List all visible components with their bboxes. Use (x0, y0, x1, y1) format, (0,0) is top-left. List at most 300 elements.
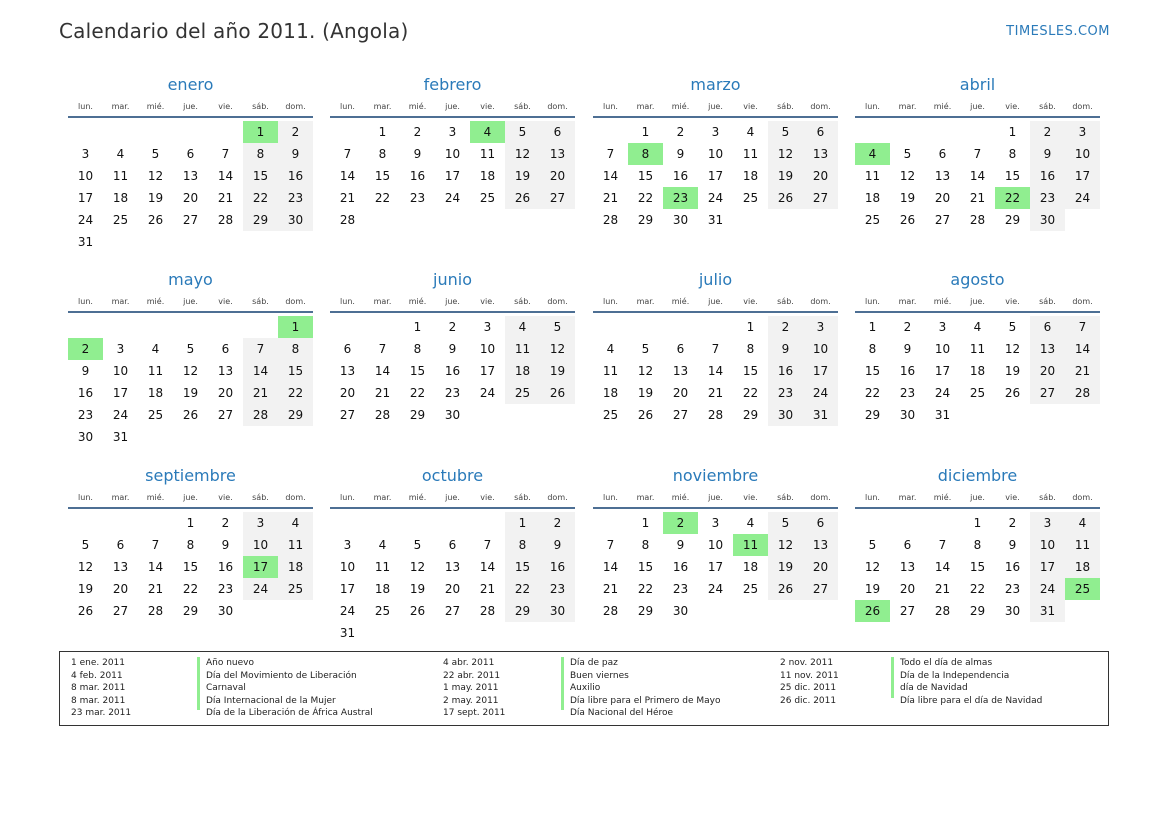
day-cell: 12 (637, 364, 654, 378)
day-cell: 31 (1030, 600, 1065, 622)
day-cell: 3 (1065, 121, 1100, 143)
month-name: julio (698, 270, 733, 289)
day-cell: 12 (540, 338, 575, 360)
day-cell: 26 (505, 187, 540, 209)
weekday-header (68, 297, 313, 309)
day-cell: 30 (768, 404, 803, 426)
day-cell: 16 (444, 364, 461, 378)
holiday-day-cell: 17 (243, 556, 278, 578)
day-cell: 26 (409, 604, 426, 618)
weekday-header (68, 102, 313, 114)
day-cell: 22 (374, 191, 391, 205)
day-cell: 16 (768, 360, 803, 382)
weekday-label: vie. (743, 102, 758, 111)
day-cell: 4 (116, 147, 125, 161)
day-cell: 4 (606, 342, 615, 356)
day-cell: 27 (112, 604, 129, 618)
weekday-label: dom. (1072, 297, 1093, 306)
month-name: junio (433, 270, 472, 289)
day-cell: 13 (803, 143, 838, 165)
day-cell: 14 (243, 360, 278, 382)
day-cell: 3 (711, 516, 720, 530)
day-cell: 8 (641, 538, 650, 552)
day-cell: 13 (339, 364, 356, 378)
holiday-day-cell: 4 (855, 143, 890, 165)
day-cell: 16 (77, 386, 94, 400)
day-cell: 25 (864, 213, 881, 227)
day-cell: 22 (243, 187, 278, 209)
day-cell: 29 (637, 213, 654, 227)
day-cell: 9 (413, 147, 422, 161)
day-cell: 30 (899, 408, 916, 422)
day-cell: 19 (77, 582, 94, 596)
day-cell: 9 (221, 538, 230, 552)
header-rule (855, 116, 1100, 118)
day-cell: 5 (151, 147, 160, 161)
day-cell: 6 (186, 147, 195, 161)
legend-holiday: Día del Movimiento de Liberación (206, 670, 357, 681)
day-cell: 27 (1030, 382, 1065, 404)
day-cell: 25 (278, 578, 313, 600)
day-cell: 15 (1004, 169, 1021, 183)
day-cell: 19 (864, 582, 881, 596)
weekday-label: lun. (865, 493, 880, 502)
header-rule (68, 311, 313, 313)
day-cell: 5 (768, 121, 803, 143)
day-cell: 11 (969, 342, 986, 356)
day-cell: 4 (746, 125, 755, 139)
day-cell: 1 (1008, 125, 1017, 139)
day-cell: 3 (243, 512, 278, 534)
day-cell: 1 (413, 320, 422, 334)
day-cell: 12 (864, 560, 881, 574)
weekday-label: sáb. (252, 297, 269, 306)
day-cell: 21 (374, 386, 391, 400)
day-cell: 14 (934, 560, 951, 574)
weekday-label: mar. (373, 297, 392, 306)
legend-holiday: Auxilio (570, 683, 601, 694)
month-name: noviembre (672, 466, 759, 485)
weekday-label: jue. (445, 297, 460, 306)
day-cell: 4 (505, 316, 540, 338)
day-cell: 27 (803, 187, 838, 209)
legend-marker (197, 657, 200, 710)
day-cell: 7 (243, 338, 278, 360)
day-cell: 8 (746, 342, 755, 356)
header-rule (855, 311, 1100, 313)
day-cell: 14 (479, 560, 496, 574)
header-rule (593, 507, 838, 509)
day-cell: 21 (243, 382, 278, 404)
day-cell: 11 (479, 147, 496, 161)
day-cell: 29 (1004, 213, 1021, 227)
legend-holiday: Año nuevo (206, 658, 255, 668)
day-cell: 1 (186, 516, 195, 530)
day-cell: 17 (77, 191, 94, 205)
day-cell: 19 (1004, 364, 1021, 378)
weekday-label: jue. (183, 297, 198, 306)
day-cell: 26 (540, 382, 575, 404)
day-cell: 16 (540, 556, 575, 578)
day-cell: 2 (1008, 516, 1017, 530)
weekday-label: lun. (865, 297, 880, 306)
day-cell: 19 (505, 165, 540, 187)
day-cell: 20 (217, 386, 234, 400)
day-cell: 28 (147, 604, 164, 618)
weekday-label: dom. (285, 297, 306, 306)
day-cell: 23 (1030, 187, 1065, 209)
day-cell: 24 (243, 578, 278, 600)
day-cell: 27 (444, 604, 461, 618)
weekday-header (330, 493, 575, 505)
day-cell: 3 (448, 125, 457, 139)
day-cell: 27 (899, 604, 916, 618)
day-cell: 22 (182, 582, 199, 596)
day-cell: 15 (243, 165, 278, 187)
weekday-label: sáb. (777, 493, 794, 502)
day-cell: 20 (540, 165, 575, 187)
weekday-label: vie. (218, 297, 233, 306)
day-cell: 6 (676, 342, 685, 356)
day-cell: 18 (505, 360, 540, 382)
day-cell: 7 (973, 147, 982, 161)
day-cell: 20 (182, 191, 199, 205)
day-cell: 18 (112, 191, 129, 205)
day-cell: 8 (973, 538, 982, 552)
weekday-label: sáb. (777, 102, 794, 111)
holiday-day-cell: 4 (470, 121, 505, 143)
day-cell: 22 (864, 386, 881, 400)
weekday-label: mar. (636, 102, 655, 111)
day-cell: 6 (448, 538, 457, 552)
day-cell: 28 (479, 604, 496, 618)
day-cell: 14 (602, 169, 619, 183)
day-cell: 2 (221, 516, 230, 530)
day-cell: 26 (637, 408, 654, 422)
weekday-label: vie. (218, 493, 233, 502)
day-cell: 26 (899, 213, 916, 227)
day-cell: 14 (1065, 338, 1100, 360)
weekday-label: mié. (933, 297, 952, 306)
weekday-label: mié. (408, 297, 427, 306)
month-name: mayo (168, 270, 213, 289)
weekday-label: vie. (480, 102, 495, 111)
day-cell: 21 (602, 191, 619, 205)
day-cell: 1 (868, 320, 877, 334)
day-cell: 13 (899, 560, 916, 574)
day-cell: 9 (278, 143, 313, 165)
day-cell: 23 (409, 191, 426, 205)
weekday-label: vie. (743, 297, 758, 306)
day-cell: 13 (112, 560, 129, 574)
weekday-header (855, 102, 1100, 114)
day-cell: 8 (243, 143, 278, 165)
day-cell: 13 (444, 560, 461, 574)
weekday-label: jue. (970, 297, 985, 306)
day-cell: 17 (1065, 165, 1100, 187)
day-cell: 20 (803, 165, 838, 187)
day-cell: 31 (803, 404, 838, 426)
day-cell: 13 (217, 364, 234, 378)
day-cell: 26 (768, 187, 803, 209)
legend-col1-dates (71, 657, 131, 720)
day-cell: 24 (803, 382, 838, 404)
day-cell: 15 (742, 364, 759, 378)
weekday-label: dom. (810, 102, 831, 111)
day-cell: 17 (1030, 556, 1065, 578)
day-cell: 9 (448, 342, 457, 356)
day-cell: 18 (742, 560, 759, 574)
day-cell: 16 (217, 560, 234, 574)
brand-link[interactable]: TIMESLES.COM (1006, 24, 1110, 39)
holiday-day-cell: 26 (855, 600, 890, 622)
day-cell: 12 (505, 143, 540, 165)
day-cell: 24 (934, 386, 951, 400)
day-cell: 25 (742, 582, 759, 596)
legend-holiday: Día Nacional del Héroe (570, 708, 674, 719)
day-cell: 19 (147, 191, 164, 205)
day-cell: 4 (151, 342, 160, 356)
legend-holiday: Día libre para el día de Navidad (900, 695, 1043, 706)
weekday-label: lun. (78, 297, 93, 306)
holiday-day-cell: 1 (278, 316, 313, 338)
day-cell: 27 (934, 213, 951, 227)
month-name: abril (959, 75, 996, 94)
day-cell: 30 (278, 209, 313, 231)
day-cell: 7 (711, 342, 720, 356)
day-cell: 30 (217, 604, 234, 618)
day-cell: 17 (803, 360, 838, 382)
day-cell: 15 (637, 560, 654, 574)
day-cell: 17 (112, 386, 129, 400)
day-cell: 12 (77, 560, 94, 574)
day-cell: 27 (182, 213, 199, 227)
day-cell: 14 (969, 169, 986, 183)
day-cell: 10 (339, 560, 356, 574)
weekday-label: sáb. (514, 297, 531, 306)
day-cell: 7 (606, 147, 615, 161)
day-cell: 15 (505, 556, 540, 578)
day-cell: 5 (868, 538, 877, 552)
day-cell: 13 (540, 143, 575, 165)
day-cell: 10 (1065, 143, 1100, 165)
day-cell: 13 (672, 364, 689, 378)
day-cell: 26 (182, 408, 199, 422)
day-cell: 2 (676, 125, 685, 139)
day-cell: 14 (602, 560, 619, 574)
legend-col1-names (206, 657, 373, 720)
day-cell: 23 (540, 578, 575, 600)
day-cell: 26 (147, 213, 164, 227)
day-cell: 3 (116, 342, 125, 356)
day-cell: 2 (768, 316, 803, 338)
weekday-label: lun. (603, 297, 618, 306)
day-cell: 3 (343, 538, 352, 552)
weekday-label: sáb. (514, 493, 531, 502)
day-cell: 30 (540, 600, 575, 622)
weekday-label: lun. (603, 102, 618, 111)
day-cell: 10 (934, 342, 951, 356)
day-cell: 4 (278, 512, 313, 534)
day-cell: 13 (803, 534, 838, 556)
day-cell: 11 (278, 534, 313, 556)
day-cell: 8 (278, 338, 313, 360)
day-cell: 12 (768, 534, 803, 556)
month-name: diciembre (937, 466, 1018, 485)
weekday-label: jue. (708, 493, 723, 502)
holiday-day-cell: 25 (1065, 578, 1100, 600)
holiday-day-cell: 1 (243, 121, 278, 143)
legend-date: 1 ene. 2011 (71, 658, 125, 668)
day-cell: 23 (1004, 582, 1021, 596)
day-cell: 12 (899, 169, 916, 183)
day-cell: 17 (339, 582, 356, 596)
holiday-day-cell: 11 (733, 534, 768, 556)
legend-holiday: Todo el día de almas (900, 658, 993, 668)
day-cell: 15 (637, 169, 654, 183)
day-cell: 9 (676, 147, 685, 161)
day-cell: 18 (278, 556, 313, 578)
day-cell: 1 (973, 516, 982, 530)
day-cell: 19 (182, 386, 199, 400)
day-cell: 7 (1065, 316, 1100, 338)
day-cell: 9 (1030, 143, 1065, 165)
day-cell: 19 (637, 386, 654, 400)
day-cell: 16 (409, 169, 426, 183)
day-cell: 31 (707, 213, 724, 227)
day-cell: 24 (444, 191, 461, 205)
weekday-label: vie. (1005, 493, 1020, 502)
weekday-label: mié. (408, 102, 427, 111)
day-cell: 28 (374, 408, 391, 422)
day-cell: 18 (742, 169, 759, 183)
day-cell: 2 (540, 512, 575, 534)
day-cell: 19 (768, 165, 803, 187)
day-cell: 24 (77, 213, 94, 227)
holiday-day-cell: 2 (68, 338, 103, 360)
day-cell: 15 (969, 560, 986, 574)
day-cell: 14 (339, 169, 356, 183)
day-cell: 22 (505, 578, 540, 600)
day-cell: 2 (278, 121, 313, 143)
day-cell: 21 (1065, 360, 1100, 382)
legend-holiday: Día de paz (570, 658, 618, 668)
day-cell: 10 (1030, 534, 1065, 556)
day-cell: 18 (1065, 556, 1100, 578)
weekday-label: jue. (970, 493, 985, 502)
day-cell: 6 (343, 342, 352, 356)
day-cell: 26 (768, 578, 803, 600)
day-cell: 29 (742, 408, 759, 422)
day-cell: 7 (606, 538, 615, 552)
day-cell: 6 (1030, 316, 1065, 338)
day-cell: 26 (77, 604, 94, 618)
day-cell: 14 (147, 560, 164, 574)
day-cell: 8 (505, 534, 540, 556)
day-cell: 25 (602, 408, 619, 422)
day-cell: 25 (505, 382, 540, 404)
day-cell: 28 (602, 604, 619, 618)
day-cell: 19 (540, 360, 575, 382)
day-cell: 14 (217, 169, 234, 183)
day-cell: 20 (899, 582, 916, 596)
weekday-header (593, 102, 838, 114)
day-cell: 30 (672, 213, 689, 227)
day-cell: 28 (1065, 382, 1100, 404)
day-cell: 17 (444, 169, 461, 183)
weekday-label: jue. (708, 297, 723, 306)
day-cell: 3 (803, 316, 838, 338)
day-cell: 3 (483, 320, 492, 334)
weekday-label: mar. (111, 493, 130, 502)
day-cell: 27 (339, 408, 356, 422)
weekday-label: dom. (285, 102, 306, 111)
day-cell: 4 (1065, 512, 1100, 534)
weekday-header (855, 493, 1100, 505)
day-cell: 25 (479, 191, 496, 205)
weekday-label: vie. (218, 102, 233, 111)
legend-holiday: Día de la Liberación de África Austral (206, 708, 373, 719)
legend-holiday: día de Navidad (900, 683, 968, 694)
legend-date: 17 sept. 2011 (443, 708, 506, 719)
day-cell: 4 (378, 538, 387, 552)
day-cell: 21 (147, 582, 164, 596)
weekday-label: lun. (340, 493, 355, 502)
day-cell: 6 (116, 538, 125, 552)
day-cell: 12 (768, 143, 803, 165)
day-cell: 28 (602, 213, 619, 227)
day-cell: 16 (672, 560, 689, 574)
day-cell: 18 (374, 582, 391, 596)
day-cell: 9 (540, 534, 575, 556)
weekday-label: mié. (408, 493, 427, 502)
day-cell: 12 (409, 560, 426, 574)
weekday-label: sáb. (1039, 297, 1056, 306)
weekday-label: lun. (340, 102, 355, 111)
day-cell: 11 (505, 338, 540, 360)
legend-date: 8 mar. 2011 (71, 695, 126, 706)
weekday-label: sáb. (777, 297, 794, 306)
day-cell: 23 (444, 386, 461, 400)
day-cell: 7 (221, 147, 230, 161)
day-cell: 29 (505, 600, 540, 622)
day-cell: 29 (969, 604, 986, 618)
holiday-day-cell: 23 (663, 187, 698, 209)
day-cell: 31 (77, 235, 94, 249)
day-cell: 25 (112, 213, 129, 227)
day-cell: 21 (479, 582, 496, 596)
day-cell: 30 (672, 604, 689, 618)
header-rule (330, 311, 575, 313)
day-cell: 5 (1008, 320, 1017, 334)
day-cell: 10 (444, 147, 461, 161)
day-cell: 11 (864, 169, 881, 183)
day-cell: 31 (339, 626, 356, 640)
month-name: marzo (690, 75, 741, 94)
day-cell: 28 (934, 604, 951, 618)
day-cell: 8 (378, 147, 387, 161)
day-cell: 15 (182, 560, 199, 574)
weekday-label: mié. (146, 297, 165, 306)
header-rule (68, 507, 313, 509)
day-cell: 1 (641, 125, 650, 139)
weekday-label: mar. (636, 493, 655, 502)
weekday-label: vie. (743, 493, 758, 502)
day-cell: 10 (112, 364, 129, 378)
day-cell: 23 (899, 386, 916, 400)
day-cell: 13 (182, 169, 199, 183)
weekday-label: mié. (933, 102, 952, 111)
